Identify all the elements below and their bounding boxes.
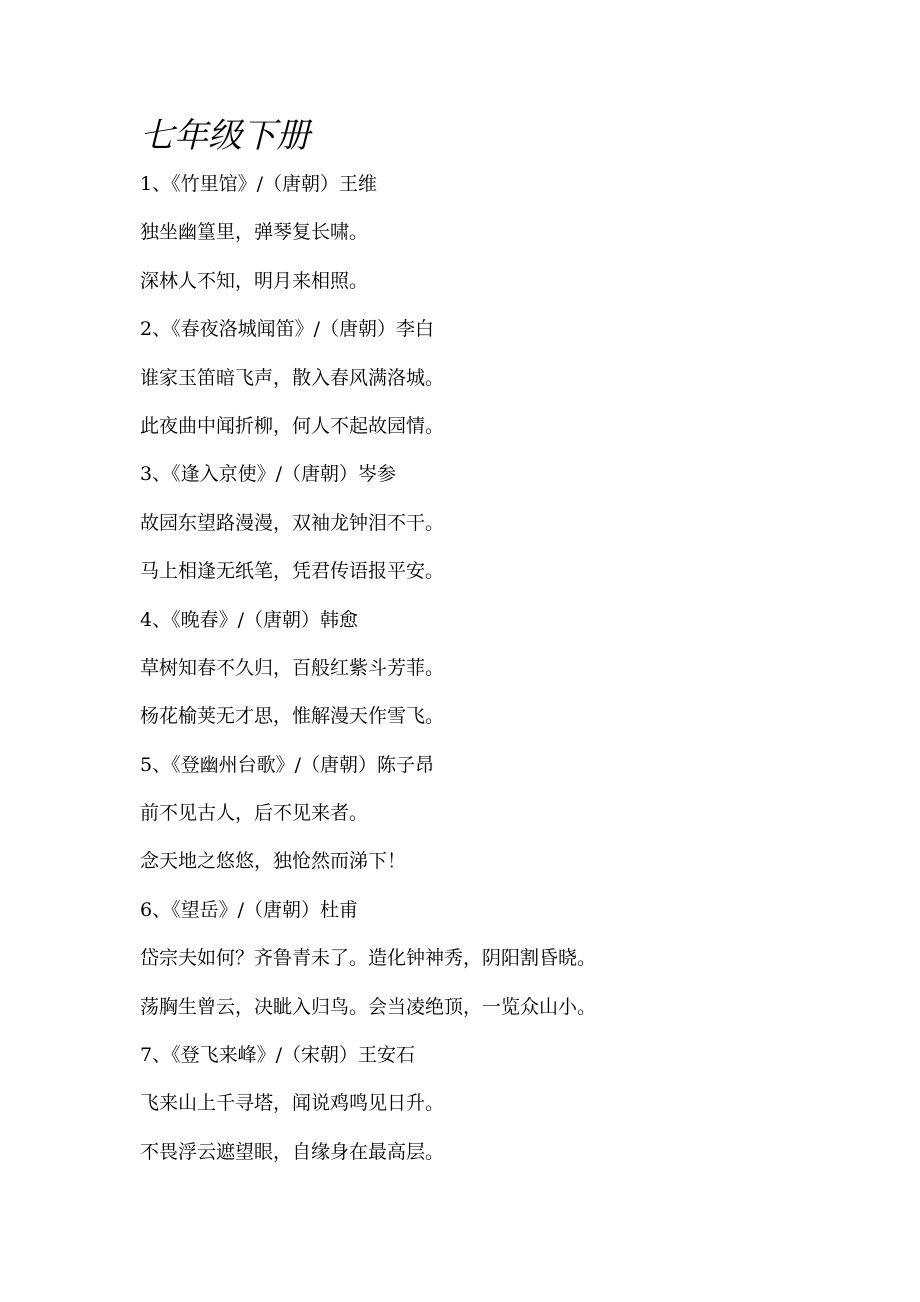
poem-line: 念天地之悠悠，独怆然而涕下！ (140, 850, 407, 873)
poem-heading: 7、《登飞来峰》/（宋朝）王安石 (140, 1044, 415, 1067)
poem-heading: 4、《晚春》/（唐朝）韩愈 (140, 608, 358, 631)
poem-line: 草树知春不久归，百般红紫斗芳菲。 (140, 656, 445, 679)
poem-line: 马上相逢无纸笔，凭君传语报平安。 (140, 560, 445, 583)
poem-line: 荡胸生曾云，决眦入归鸟。会当凌绝顶，一览众山小。 (140, 995, 597, 1018)
poem-heading: 2、《春夜洛城闻笛》/（唐朝）李白 (140, 318, 434, 341)
poem-line: 不畏浮云遮望眼，自缘身在最高层。 (140, 1140, 445, 1163)
poem-line: 此夜曲中闻折柳，何人不起故园情。 (140, 414, 445, 437)
poem-line: 杨花榆荚无才思，惟解漫天作雪飞。 (140, 705, 445, 728)
poem-line: 深林人不知，明月来相照。 (140, 269, 369, 292)
poem-heading: 6、《望岳》/（唐朝）杜甫 (140, 898, 358, 921)
poem-heading: 5、《登幽州台歌》/（唐朝）陈子昂 (140, 753, 434, 776)
poem-heading: 3、《逢入京使》/（唐朝）岑参 (140, 463, 396, 486)
poem-heading: 1、《竹里馆》/（唐朝）王维 (140, 173, 377, 195)
poem-line: 飞来山上千寻塔，闻说鸡鸣见日升。 (140, 1092, 445, 1115)
poem-line: 谁家玉笛暗飞声，散入春风满洛城。 (140, 366, 445, 389)
poem-line: 岱宗夫如何？齐鲁青未了。造化钟神秀，阴阳割昏晓。 (140, 947, 597, 970)
poem-line: 故园东望路漫漫，双袖龙钟泪不干。 (140, 511, 445, 534)
poem-line: 独坐幽篁里，弹琴复长啸。 (140, 221, 369, 244)
poem-list (140, 160, 880, 1176)
page-title: 七年级下册 (140, 116, 310, 156)
poem-line: 前不见古人，后不见来者。 (140, 802, 369, 825)
